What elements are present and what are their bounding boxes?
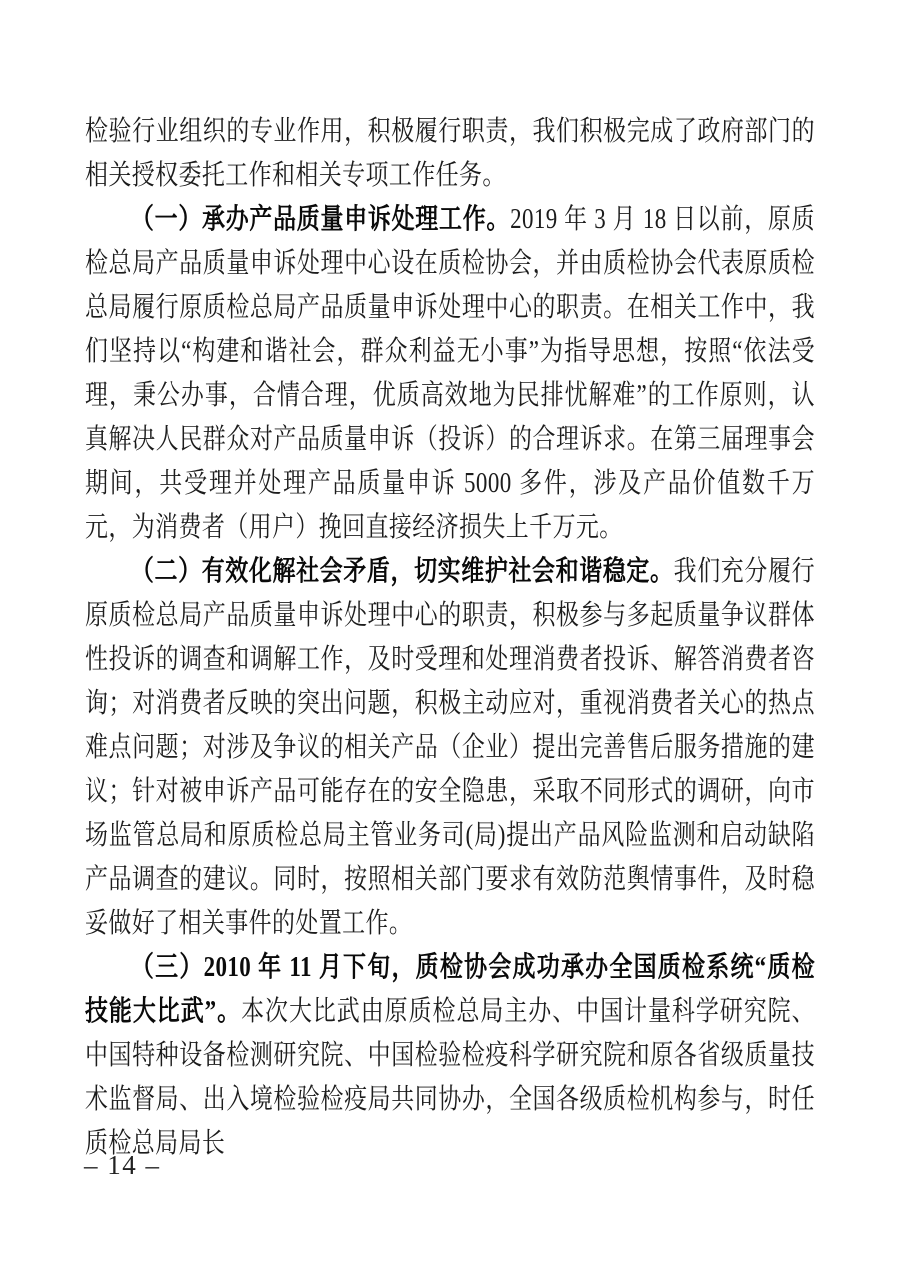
paragraph: [85, 110, 815, 198]
paragraph: [85, 946, 815, 1166]
bold-heading-segment: （二）有效化解社会矛盾，切实维护社会和谐稳定。: [130, 556, 674, 587]
page-number: – 14 –: [84, 1150, 161, 1180]
bold-heading-segment: （一）承办产品质量申诉处理工作。: [130, 204, 511, 235]
paragraph: [85, 550, 815, 946]
text-segment: 本次大比武由原质检总局主办、中国计量科学研究院、中国特种设备检测研究院、中国检验检疫科学研究院和原各省级质量技术监督局、出入境检验检疫局共同协办，全国各级质检机构参与，时任质检总局局长: [85, 996, 815, 1159]
text-segment: 2019 年 3 月 18 日以前，原质检总局产品质量申诉处理中心设在质检协会，并由质检协会代表原质检总局履行原质检总局产品质量申诉处理中心的职责。在相关工作中，我们坚持以“构建和谐社会，群众利益无小事”为指导思想，按照“依法受理，秉公办事，合情合理，优质高效地为民排忧解难”的工作原则，认真解决人民群众对产品质量申诉（投诉）的合理诉求。在第三届理事会期间，共受理并处理产品质量申诉 5000 多件，涉及产品价值数千万元，为消费者（用户）挽回直接经济损失上千万元。: [85, 204, 815, 543]
bold-heading-segment: （三）2010 年 11 月下旬，质检协会成功承办全国质检系统“质检技能大比武”。: [85, 952, 815, 1027]
text-segment: 我们充分履行原质检总局产品质量申诉处理中心的职责，积极参与多起质量争议群体性投诉的调查和调解工作，及时受理和处理消费者投诉、解答消费者咨询；对消费者反映的突出问题，积极主动应对，重视消费者关心的热点难点问题；对涉及争议的相关产品（企业）提出完善售后服务措施的建议；针对被申诉产品可能存在的安全隐患，采取不同形式的调研，向市场监管总局和原质检总局主管业务司(局)提出产品风险监测和启动缺陷产品调查的建议。同时，按照相关部门要求有效防范舆情事件，及时稳妥做好了相关事件的处置工作。: [85, 556, 815, 939]
paragraph: [85, 198, 815, 550]
text-segment: 检验行业组织的专业作用，积极履行职责，我们积极完成了政府部门的相关授权委托工作和相关专项工作任务。: [85, 116, 815, 191]
document-body: [85, 110, 815, 1166]
